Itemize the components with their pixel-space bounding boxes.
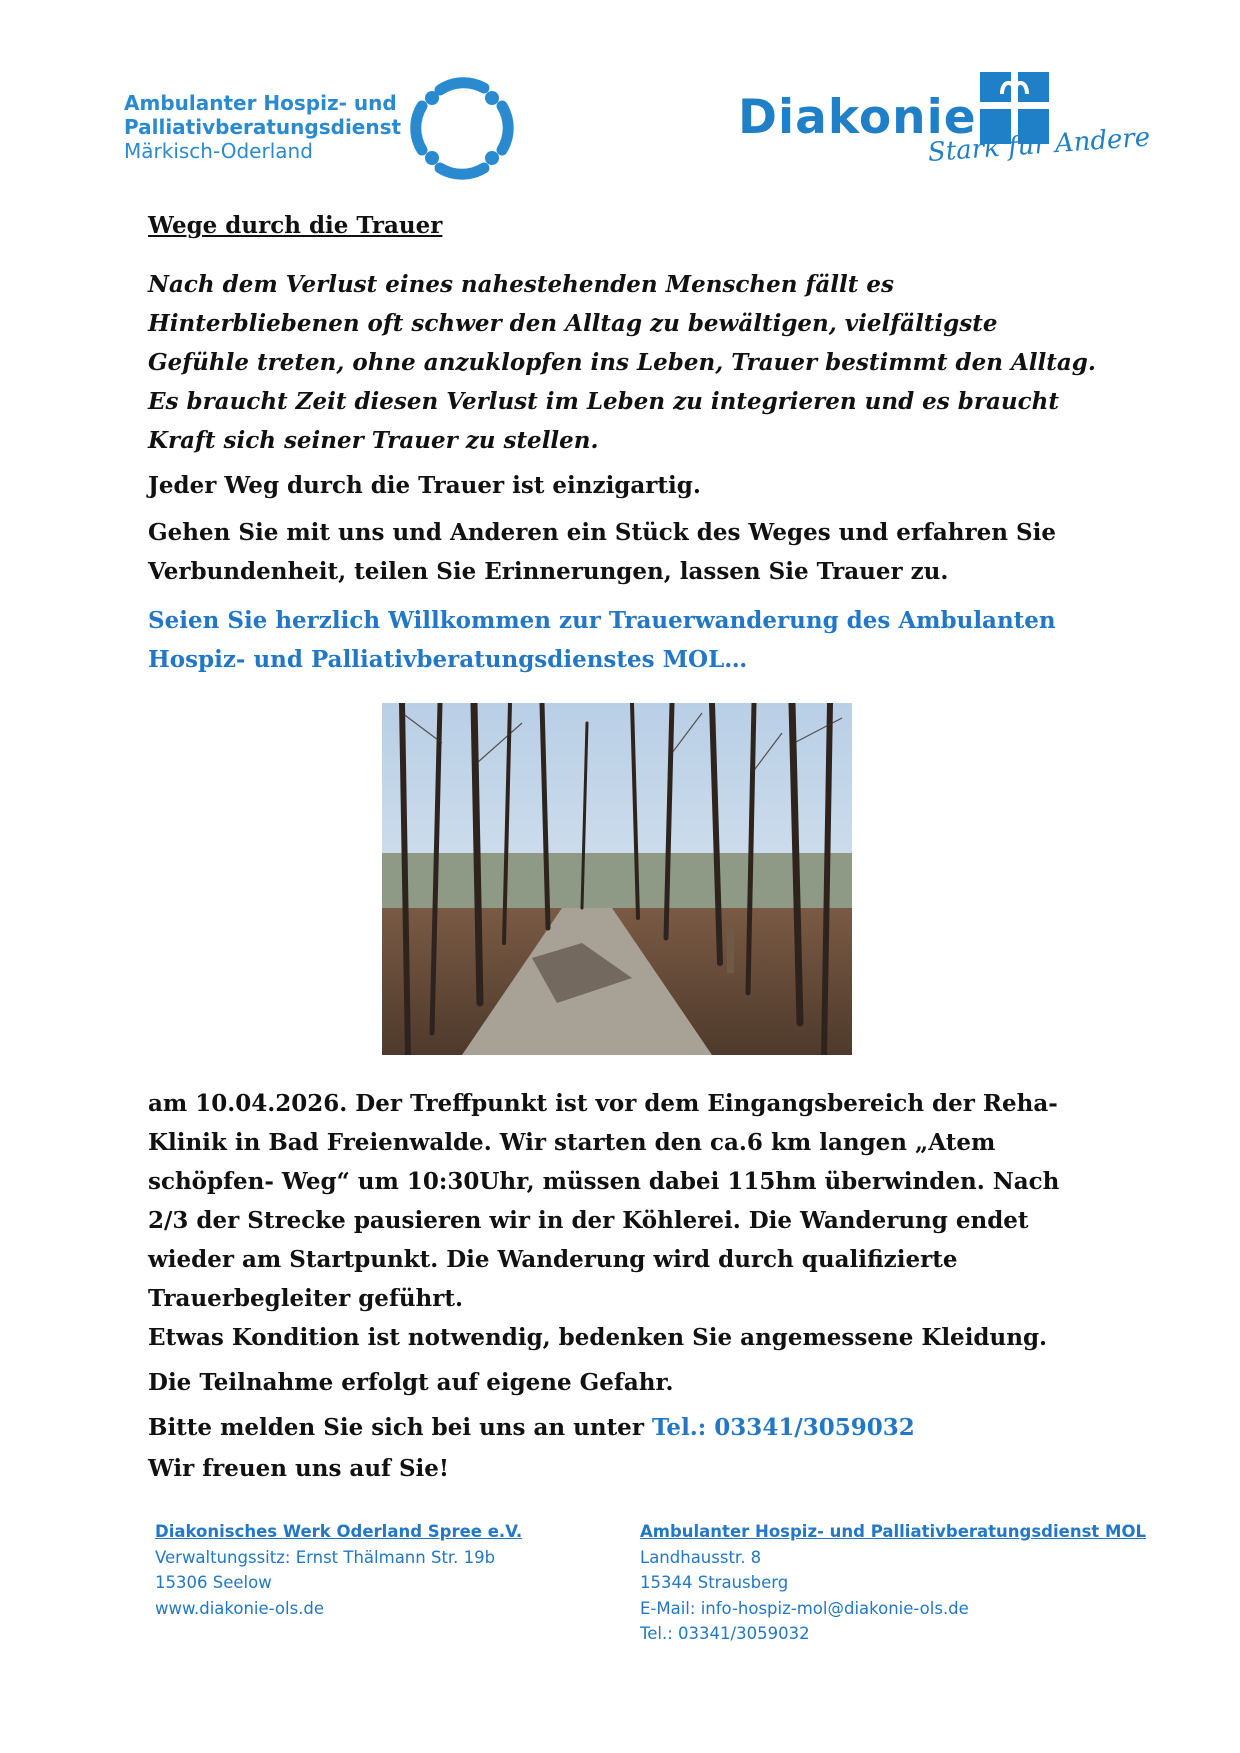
risk-line: Die Teilnahme erfolgt auf eigene Gefahr. <box>148 1369 674 1396</box>
details-line: wieder am Startpunkt. Die Wanderung wird durch qualifizierte <box>148 1246 958 1273</box>
hospiz-logo-line1: Ambulanter Hospiz- und <box>124 91 397 115</box>
diakonie-logo-word: Diakonie <box>738 90 977 145</box>
hospiz-logo-text <box>124 91 424 163</box>
footer-email-link[interactable]: E-Mail: info-hospiz-mol@diakonie-ols.de <box>640 1598 969 1618</box>
diakonie-slogan: Stark für Andere <box>926 122 1152 168</box>
hospiz-logo-line3: Märkisch-Oderland <box>124 139 313 163</box>
welcome-line: Seien Sie herzlich Willkommen zur Trauerwanderung des Ambulanten <box>148 607 1056 634</box>
intro-line: Hinterbliebenen oft schwer den Alltag zu bewältigen, vielfältigste <box>148 310 998 337</box>
hospiz-hands-logo-icon <box>410 76 514 180</box>
register-phone-link[interactable]: Tel.: 03341/3059032 <box>651 1414 915 1441</box>
register-line <box>148 1408 1108 1447</box>
walk-paragraph <box>148 513 1108 591</box>
details-line: 2/3 der Strecke pausieren wir in der Köhlerei. Die Wanderung endet <box>148 1207 1029 1234</box>
forest-path-photo <box>382 703 852 1055</box>
footer-right-line: 15344 Strausberg <box>640 1573 789 1592</box>
footer-left-line: 15306 Seelow <box>155 1573 272 1592</box>
intro-paragraph <box>148 265 1108 460</box>
footer-left-line: Verwaltungssitz: Ernst Thälmann Str. 19b <box>155 1547 496 1567</box>
welcome-paragraph <box>148 601 1108 679</box>
details-line: schöpfen- Weg“ um 10:30Uhr, müssen dabei 115hm überwinden. Nach <box>148 1168 1060 1195</box>
details-line: am 10.04.2026. Der Treffpunkt ist vor dem Eingangsbereich der Reha- <box>148 1090 1058 1117</box>
intro-line: Nach dem Verlust eines nahestehenden Menschen fällt es <box>148 271 894 298</box>
footer-website-link[interactable]: www.diakonie-ols.de <box>155 1598 325 1618</box>
register-text: Bitte melden Sie sich bei uns an unter <box>148 1414 652 1441</box>
unique-line: Jeder Weg durch die Trauer ist einzigartig. <box>148 472 701 499</box>
page-title: Wege durch die Trauer <box>148 212 443 239</box>
walk-line: Verbundenheit, teilen Sie Erinnerungen, lassen Sie Trauer zu. <box>148 558 949 585</box>
condition-line: Etwas Kondition ist notwendig, bedenken Sie angemessene Kleidung. <box>148 1324 1048 1351</box>
details-paragraph <box>148 1084 1108 1318</box>
footer-right-title[interactable]: Ambulanter Hospiz- und Palliativberatungsdienst MOL <box>640 1522 1146 1541</box>
welcome-line: Hospiz- und Palliativberatungsdienstes MOL… <box>148 646 748 673</box>
footer-right <box>640 1519 1160 1647</box>
intro-line: Kraft sich seiner Trauer zu stellen. <box>148 427 599 454</box>
closing-line: Wir freuen uns auf Sie! <box>148 1455 450 1482</box>
footer-left <box>155 1519 615 1621</box>
details-line: Klinik in Bad Freienwalde. Wir starten den ca.6 km langen „Atem <box>148 1129 996 1156</box>
intro-line: Es braucht Zeit diesen Verlust im Leben zu integrieren und es braucht <box>148 388 1059 415</box>
walk-line: Gehen Sie mit uns und Anderen ein Stück des Weges und erfahren Sie <box>148 519 1056 546</box>
details-line: Trauerbegleiter geführt. <box>148 1285 464 1312</box>
hospiz-logo-line2: Palliativberatungsdienst <box>124 115 402 139</box>
footer-left-title[interactable]: Diakonisches Werk Oderland Spree e.V. <box>155 1522 523 1541</box>
footer-right-line: Landhausstr. 8 <box>640 1547 762 1567</box>
footer-phone[interactable]: Tel.: 03341/3059032 <box>640 1624 810 1643</box>
intro-line: Gefühle treten, ohne anzuklopfen ins Leben, Trauer bestimmt den Alltag. <box>148 349 1096 376</box>
